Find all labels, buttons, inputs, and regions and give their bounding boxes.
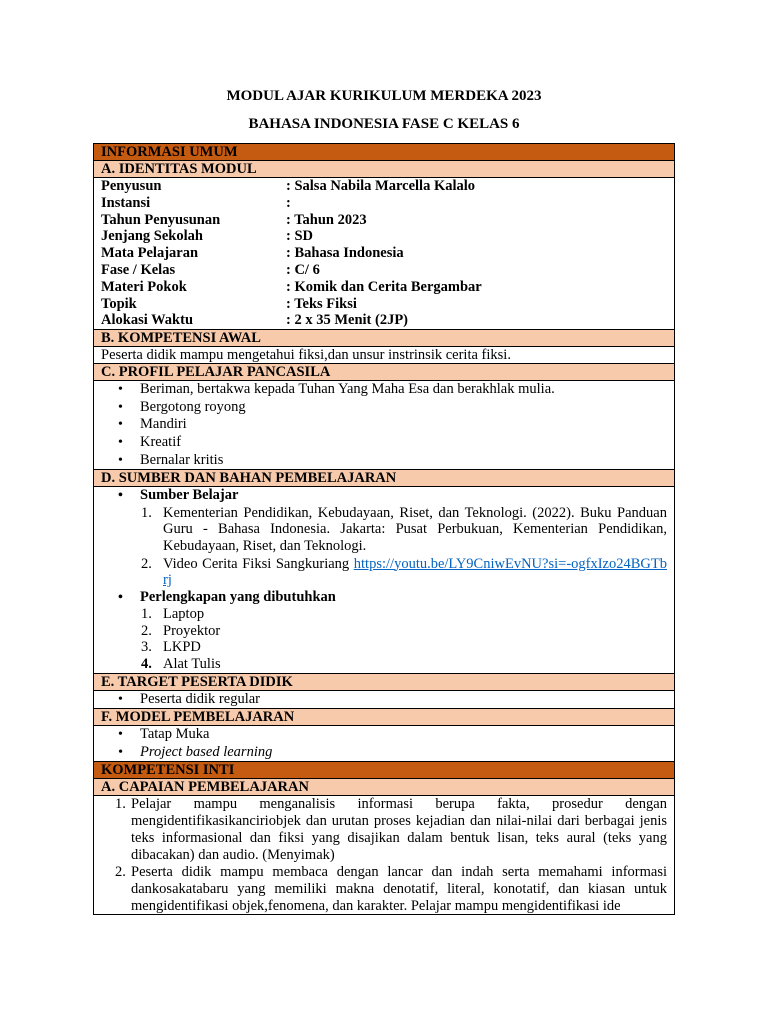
identitas-label: Jenjang Sekolah [101, 228, 203, 245]
list-text: Peserta didik mampu membaca dengan lancar dan indah serta memahami informasi dankosakatabaru yang memiliki makna denotatif, literal, konotatif, dan kiasan untuk mengidentifikasi objek,fenomena, dan karakter. Pelajar mampu mengidentifikasi ide [131, 864, 667, 914]
identitas-value: : [286, 194, 291, 211]
video-link[interactable]: https://youtu.be/LY9CniwEvNU?si=-ogfxIzo24BGTbrj [163, 555, 667, 589]
list-text: Pelajar mampu menganalisis informasi berupa fakta, prosedur dengan mengidentifikasikanciriobjek dan urutan proses kejadian dan nilai-nilai dari berbagai jenis teks informasional dan fiksi yang disajikan dalam bentuk lisan, teks aural (teks yang dibacakan) dan audio. (Menyimak) [131, 796, 667, 863]
list-item: • Bernalar kritis [94, 452, 674, 470]
target-cell [94, 691, 674, 710]
identitas-row [101, 296, 667, 313]
identitas-label: Penyusun [101, 178, 162, 194]
identitas-value: : Komik dan Cerita Bergambar [286, 278, 482, 295]
list-text: Kementerian Pendidikan, Kebudayaan, Riset, dan Teknologi. (2022). Buku Panduan Guru - Bahasa Indonesia. Jakarta: Pusat Perbukuan, Kementerian Pendidikan, Kebudayaan, Riset, dan Teknologi. [163, 504, 667, 554]
section-capaian-pembelajaran: A. CAPAIAN PEMBELAJARAN [94, 779, 674, 796]
identitas-value: : Teks Fiksi [286, 295, 357, 312]
identitas-label: Mata Pelajaran [101, 245, 199, 262]
section-model-pembelajaran: F. MODEL PEMBELAJARAN [94, 709, 674, 726]
list-item: • Mandiri [94, 416, 674, 434]
list-item: • Peserta didik regular [94, 691, 674, 709]
identitas-value: : Bahasa Indonesia [286, 245, 404, 262]
list-item: • Kreatif [94, 434, 674, 452]
list-text: Proyektor [163, 622, 221, 639]
section-informasi-umum: INFORMASI UMUM [94, 144, 674, 161]
sumber-list [94, 505, 667, 589]
list-item [94, 656, 667, 673]
perlengkapan-heading-list [94, 589, 667, 607]
model-cell [94, 726, 674, 762]
sumber-heading-list [94, 487, 667, 505]
list-item: • Bergotong royong [94, 399, 674, 417]
section-target-peserta-didik: E. TARGET PESERTA DIDIK [94, 674, 674, 691]
profil-list-cell [94, 381, 674, 470]
identitas-row [101, 228, 667, 245]
section-sumber-bahan: D. SUMBER DAN BAHAN PEMBELAJARAN [94, 470, 674, 487]
identitas-label: Fase / Kelas [101, 261, 176, 278]
identitas-row [101, 279, 667, 296]
section-kompetensi-awal: B. KOMPETENSI AWAL [94, 330, 674, 347]
document-title: MODUL AJAR KURIKULUM MERDEKA 2023 [226, 88, 542, 104]
capaian-cell [94, 796, 674, 914]
identitas-row [101, 245, 667, 262]
list-item [94, 639, 667, 656]
capaian-list [94, 796, 667, 914]
perlengkapan-heading: • Perlengkapan yang dibutuhkan [94, 589, 667, 607]
list-item [94, 505, 667, 555]
sumber-belajar-heading: • Sumber Belajar [94, 487, 667, 505]
list-number: 1. [141, 606, 152, 623]
sumber-cell [94, 487, 674, 674]
kompetensi-awal-text: Peserta didik mampu mengetahui fiksi,dan unsur instrinsik cerita fiksi. [94, 347, 674, 364]
list-text: Laptop [163, 606, 205, 623]
identitas-row [101, 312, 667, 329]
identitas-value: : SD [286, 228, 313, 245]
identitas-label: Tahun Penyusunan [101, 211, 221, 228]
identitas-label: Materi Pokok [101, 278, 187, 295]
identitas-row [101, 195, 667, 212]
identitas-label: Topik [101, 295, 137, 312]
identitas-label: Alokasi Waktu [101, 312, 194, 329]
list-number: 2. [141, 622, 152, 639]
profil-list [94, 381, 674, 469]
module-table [93, 143, 675, 915]
identitas-value: : C/ 6 [286, 261, 320, 278]
list-number: 3. [141, 639, 152, 656]
section-kompetensi-inti: KOMPETENSI INTI [94, 762, 674, 779]
list-item: • Project based learning [94, 744, 674, 762]
identitas-value: : Tahun 2023 [286, 211, 367, 228]
identitas-list [94, 178, 674, 330]
list-number: 1. [141, 504, 152, 521]
list-item [94, 864, 667, 914]
list-number: 1. [115, 796, 126, 813]
identitas-row [101, 212, 667, 229]
section-identitas-modul: A. IDENTITAS MODUL [94, 161, 674, 178]
list-item [94, 796, 667, 863]
list-item [94, 556, 667, 589]
list-item [94, 606, 667, 623]
section-profil-pelajar-pancasila: C. PROFIL PELAJAR PANCASILA [94, 364, 674, 381]
list-number: 2. [141, 555, 152, 572]
list-text: Alat Tulis [163, 656, 221, 673]
list-text: LKPD [163, 639, 201, 656]
list-item: • Tatap Muka [94, 726, 674, 744]
document-subtitle: BAHASA INDONESIA FASE C KELAS 6 [248, 116, 520, 132]
list-item [94, 623, 667, 640]
list-number: 4. [141, 656, 152, 673]
identitas-row [101, 178, 667, 195]
identitas-label: Instansi [101, 194, 151, 211]
target-list [94, 691, 674, 709]
model-list [94, 726, 674, 761]
perlengkapan-list [94, 606, 667, 672]
list-item: • Beriman, bertakwa kepada Tuhan Yang Maha Esa dan berakhlak mulia. [94, 381, 674, 399]
list-text: Video Cerita Fiksi Sangkuriang [163, 555, 350, 572]
identitas-value: : 2 x 35 Menit (2JP) [286, 312, 409, 329]
identitas-value: : Salsa Nabila Marcella Kalalo [286, 178, 476, 194]
list-number: 2. [115, 864, 126, 881]
identitas-row [101, 262, 667, 279]
